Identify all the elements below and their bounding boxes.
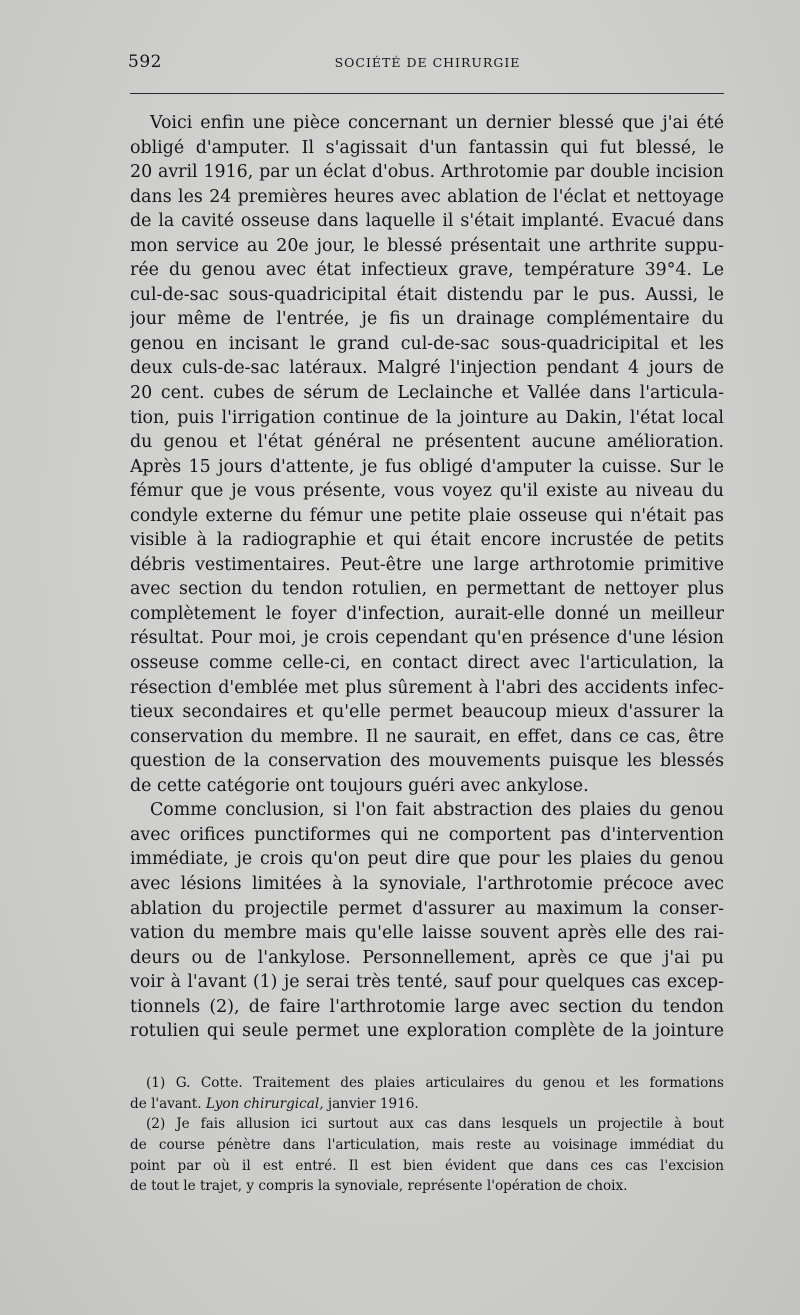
text-line: avec lésions limitées à la synoviale, l'arthrotomie précoce avec xyxy=(130,873,724,894)
text-line: débris vestimentaires. Peut-être une large arthrotomie primitive xyxy=(130,554,724,575)
text-line: cul-de-sac sous-quadricipital était distendu par le pus. Aussi, le xyxy=(130,284,724,305)
text-line: avec section du tendon rotulien, en permettant de nettoyer plus xyxy=(130,579,724,600)
footnote-2-line: (2) Je fais allusion ici surtout aux cas dans lesquels un projectile à bout xyxy=(146,1116,724,1133)
text-line: ablation du projectile permet d'assurer au maximum la conser- xyxy=(130,898,724,919)
text-line: 20 avril 1916, par un éclat d'obus. Arthrotomie par double incision xyxy=(130,162,724,183)
footnote-1-suffix: janvier 1916. xyxy=(323,1095,419,1112)
footnote-2-line: de tout le trajet, y compris la synoviale, représente l'opération de choix. xyxy=(130,1178,628,1195)
page-header xyxy=(130,52,725,76)
text-line: mon service au 20e jour, le blessé présentait une arthrite suppu- xyxy=(130,235,724,256)
text-line: complètement le foyer d'infection, aurait-elle donné un meilleur xyxy=(130,603,724,624)
text-line: rotulien qui seule permet une exploration complète de la jointure xyxy=(130,1021,724,1042)
text-line: dans les 24 premières heures avec ablation de l'éclat et nettoyage xyxy=(130,186,724,207)
text-line: rée du genou avec état infectieux grave, température 39°4. Le xyxy=(130,260,724,281)
text-line: osseuse comme celle-ci, en contact direct avec l'articulation, la xyxy=(130,653,724,674)
footnote-1-prefix: de l'avant. xyxy=(130,1095,206,1112)
text-line: du genou et l'état général ne présentent aucune amélioration. xyxy=(130,432,724,453)
footnotes xyxy=(130,1073,724,1197)
footnote-2-line: point par où il est entré. Il est bien évident que dans ces cas l'excision xyxy=(130,1157,724,1174)
text-line: question de la conservation des mouvements puisque les blessés xyxy=(130,751,724,772)
text-line: résection d'emblée met plus sûrement à l'abri des accidents infec- xyxy=(130,677,724,698)
text-line: de la cavité osseuse dans laquelle il s'était implanté. Evacué dans xyxy=(130,211,724,232)
text-line: condyle externe du fémur une petite plaie osseuse qui n'était pas xyxy=(130,505,724,526)
text-line: résultat. Pour moi, je crois cependant qu'en présence d'une lésion xyxy=(130,628,724,649)
text-line: avec orifices punctiformes qui ne comportent pas d'intervention xyxy=(130,824,724,845)
footnote-1-line xyxy=(130,1094,724,1115)
page-number: 592 xyxy=(128,52,162,72)
text-line: obligé d'amputer. Il s'agissait d'un fantassin qui fut blessé, le xyxy=(130,137,724,158)
text-line: deux culs-de-sac latéraux. Malgré l'injection pendant 4 jours de xyxy=(130,358,724,379)
text-line: conservation du membre. Il ne saurait, en effet, dans ce cas, être xyxy=(130,726,724,747)
text-line: jour même de l'entrée, je fis un drainage complémentaire du xyxy=(130,309,724,330)
running-title: SOCIÉTÉ DE CHIRURGIE xyxy=(334,55,521,70)
text-line: deurs ou de l'ankylose. Personnellement, après ce que j'ai pu xyxy=(130,947,724,968)
footnote-2-line: de course pénètre dans l'articulation, mais reste au voisinage immédiat du xyxy=(130,1137,724,1154)
text-line: 20 cent. cubes de sérum de Leclainche et Vallée dans l'articula- xyxy=(130,383,724,404)
text-line: Après 15 jours d'attente, je fus obligé d'amputer la cuisse. Sur le xyxy=(130,456,724,477)
text-line: Comme conclusion, si l'on fait abstraction des plaies du genou xyxy=(150,800,724,821)
text-line: de cette catégorie ont toujours guéri avec ankylose. xyxy=(130,775,589,796)
text-line: genou en incisant le grand cul-de-sac sous-quadricipital et les xyxy=(130,333,724,354)
text-line: tionnels (2), de faire l'arthrotomie large avec section du tendon xyxy=(130,996,724,1017)
text-line: immédiate, je crois qu'on peut dire que pour les plaies du genou xyxy=(130,849,724,870)
text-line: visible à la radiographie et qui était encore incrustée de petits xyxy=(130,530,724,551)
header-rule xyxy=(130,93,724,94)
footnote-1-journal: Lyon chirurgical, xyxy=(205,1095,324,1112)
text-line: Voici enfin une pièce concernant un dernier blessé que j'ai été xyxy=(150,113,724,133)
text-line: tion, puis l'irrigation continue de la jointure au Dakin, l'état local xyxy=(130,407,724,428)
footnote-1-line: (1) G. Cotte. Traitement des plaies articulaires du genou et les formations xyxy=(146,1075,724,1091)
text-line: vation du membre mais qu'elle laisse souvent après elle des rai- xyxy=(130,923,724,944)
text-line: voir à l'avant (1) je serai très tenté, sauf pour quelques cas excep- xyxy=(130,972,724,993)
text-line: tieux secondaires et qu'elle permet beaucoup mieux d'assurer la xyxy=(130,702,724,723)
text-line: fémur que je vous présente, vous voyez qu'il existe au niveau du xyxy=(130,481,724,502)
body-text xyxy=(130,111,724,1044)
